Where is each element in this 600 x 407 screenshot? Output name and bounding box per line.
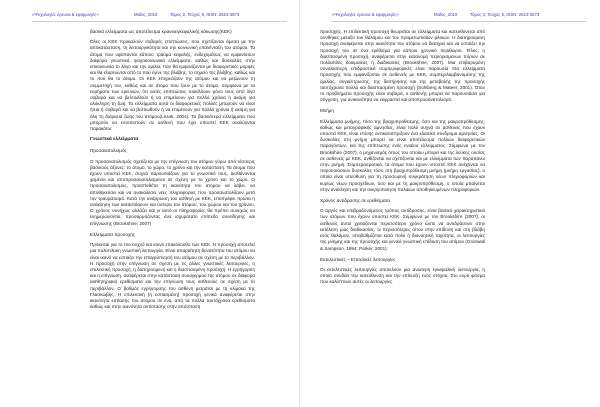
- subsection-heading: Χρόνος αντίδρασης σε ερεθίσματα: [320, 198, 391, 204]
- subsection-heading: Μνήμη: [320, 108, 334, 114]
- subsection-heading: Εκτελεστικές – Επιτελικές λειτουργίες: [320, 256, 396, 262]
- page-gutter: [299, 0, 300, 407]
- volume-issn: Τόμος 2, Τεύχος 5, ISSN: 2623-3673: [470, 12, 540, 17]
- paragraph: Ελλείμματα μνήμης, τόσο της βραχυπρόθεσμης, όσο και της μακροπρόθεσμης, καθώς και μεταγραφικής αμνησίας, είναι πολύ συχνά σε ασθενείς που έχουν υποστεί ΚΕΚ, είναι επίσης αντικατοπτρίζουν ένα κλασικό σύνδρομο αμνησίας. Οι δυσκολίες στη μνήμη μπορεί να είναι αποτέλεσμα πολλών διαφορετικών παραγόντων, και της επίπτωσης ενός ενιαίου ελλείμματος. Σύμφωνα με τον Brookshire (2007), ο μηχανισμός όπως του οποίου μπορεί και της λεύκης ουσίας σε ασθενείς με ΚΕΚ, ανθίζονται να σχετίζονται και με ελλείμματα των παραπάνω στην μνήμη. Συμπερασματικά, τα άτομα που έχουν υποστεί ΚΕΚ ανέχονται να παρουσιάσουν δυσκολίες τόσο στη βραχυπρόθεσμη μνήμη (μνήμη εργασίας), ο οποία είναι υπεύθυνη για τη προσωρινή συγκράτηση νέων πληροφοριών και κυρίως νέων προσχέδιων, όσο και με τη μακροπρόθεσμη, ο οποία μπαίνεται στην ανάκληση και την ανεργοποίηση παλαιών αποθηκευμένων πληροφοριών.: [320, 118, 485, 192]
- subsection-heading: Προσανατολισμός: [90, 148, 127, 154]
- left-text-column: [90, 29, 255, 314]
- journal-title: «Ψυχολογία: έρευνα & εφαρμογές»: [332, 12, 399, 17]
- journal-title: «Ψυχολογία: έρευνα & εφαρμογές»: [32, 12, 99, 17]
- volume-issn: Τόμος 2, Τεύχος 5, ISSN: 2623-3673: [170, 12, 240, 17]
- right-page: [310, 0, 590, 407]
- issue-month: Μαΐος, 2019: [134, 12, 158, 17]
- left-page: [10, 0, 290, 407]
- page-header: [10, 12, 290, 21]
- paragraph: βασικά ελλείμματα ως αποτέλεσμα κρανιοεγκεφαλικής κάκωσης(ΚΕΚ): [90, 29, 232, 34]
- section-heading: Γνωστικά ελλείμματα: [90, 137, 139, 143]
- right-text-column: [320, 29, 485, 290]
- paragraph: Οι εκτελεστικές λειτουργίες αποτελούν μια ανώτερη εγκεφαλική λειτουργία, η οποία συνδέει την κατεύθυνση και την επίτευξη ενός στόχου. Στο ευρύ φάσμα που καλύπτουν αυτές οι λειτουργίες: [320, 266, 485, 285]
- paragraph: Πρόκειται για το πιο συχνό και κοινό επακόλουθο των ΚΕΚ. Η προσοχή αποτελεί μια πολύπλοκη γνωστική λειτουργία. Είναι απαραίτητη δυνατότητα του ατόμου να είναι ικανό να εστιάζει την επαγρύπνησή του ατόμου σε σχέση με το περιβάλλον. Η προσοχή στην επίγνωση σε σχέση με τις άλλες γνωστικές λειτουργίες, η επιλεκτική προσοχή, η διατηρούμενη και η διασπασμένη προσοχή. Η εγρήγορση και η επίγνωση, αναφέρεται στην κατάσταση συναγερμού της ατόμου σε διάφορα αισθητηριακά ερεθίσματα και την επίγνωση τους ασθενούς σε σχέση με το περιβάλλον. Ο βαθμός εγρήγορσης του ασθενή μετράται με τη κλίμακα της Γλασκώβης. Η επιλεκτική (ή εστιασμένη) προσοχή γενικά αναφέρεται στην ικανότητα εστίασης του ατόμου σε ένα, από τα πολλά ταυτόχρονα ερεθίσματα καθώς και στην ικανότητα αντίστασης στην απόσπαση: [90, 242, 255, 310]
- page-header: [310, 12, 590, 21]
- header-rule: [32, 21, 287, 22]
- issue-month: Μαΐος, 2019: [434, 12, 458, 17]
- paragraph: Ο αργός και επιβραδυνόμενος τρόπος αντίδρασης, είναι βασικό χαρακτηριστικό των ατόμων που έχουν υποστεί ΚΕΚ. Σύμφωνα με τον Brookshire (2007), οι ασθενείς αυτοί χρειάζονται περισσότερο χρόνο ώστε να αντιδράσουν στην εκτέλεση μιας διαδικασίας, οι περισσότερες όπου στην επίδοση και στη βλάβη ενός θαλάμου, υποβαθμίζεται κατά πολύ ή διανοητική ταχύτητα, οι λειτουργίες της μνήμης και της προσοχής και γενικά γνωστική επίδοση του ατόμου (Gronwall & Sampson, 1994; Parker, 2001).: [320, 208, 485, 251]
- paragraph: προσοχής. Η επιλεκτική προσοχή θεωρείται σε ελλείμματα και κατευθύνεται από συνθήκες μεταξύ του θαλάμου και τον προμετωπιαίων φλοιών. Η διατηρούμενη προσοχή αναφέρεται στην ικανότητα του ατόμου να διατηρεί και να εστιάζει την προσοχή του σε ένα ερέθισμα για κάποιο χρονικό περιθώριο. Τέλος, η διασπασμένη προσοχή, αναφέρεται στην κατανομή περιορισμένων πόρων σε πολλαπλές δοκιμασίες ή διαδικασίες (Brookshire, 2007). Μια επιβαρυμένη συνολικότερη επιδραστικά συμπεριφορικές είναι παρουσία στα ελλείμματα προσοχής που εμφανίζονται σε ασθενείς με ΚΕΚ, συμπεριλαμβανομένης της ομιλίας, συγκέντρωσης, της διατήρησης και της μεταβολής της προσοχής ταυτόχρονα πολλά και διασπασμένη προσοχή (Sohlberg & Mateer, 2001). Όταν το προβλήματα προσοχής είναι σοβαρά, ο ασθενής μπορεί να παρουσιάσει για σύγχυση, για ανικανότητα να εκφραστεί και αποπροσανατολισμό.: [320, 29, 485, 103]
- paragraph: Ο προσανατολισμός σχετίζεται με την επίγνωση του ατόμου γύρω από τέσσερις βασικούς άξονες: το άτομο, το χώρο, το χρόνο και την κατάσταση. Τα άτομα που έχουν υποστεί ΚΕΚ, συχνά παρουσιάζουν για το γνωστικό τους, αισθάνονται χαμένοι και αποπροσανατολισμένοι σε σχέση με το χρόνο και το χώρο. Ο προσανατολισμός, προϋποθέτει τη ικανότητα του ατόμου να λάβει, να αποθηκεύσει και να ανακαλέσει νέες πληροφορίες που προσανατολίζουν μετά τον τραυματισμό. Κατά την ανάρρωση του ασθενή με ΚΕΚ, επιστρέφει πρώτα η ανάκληση των καταστάσεων και ύστερα του ατόμου, του χώρου και του χρόνου. Ο χρόνος συνήχως αλλάζει και γι αυτό οι πληροφορίες θα πρέπει συνεχώς να ενημερώνονται, προσαρμόζοντας ένα ισχυρότατο επίπεδο συνείδησης και επίγνωσης (Brookshire, 2007): [90, 158, 255, 226]
- header-rule: [332, 21, 587, 22]
- subsection-heading: Ελλείμματα προσοχής: [90, 231, 136, 237]
- paragraph: Όλες οι ΚΕΚ προκαλούν σοβαρές επιπτώσεις, που σχετίζονται άμεσα με την αποκατάσταση, τη λειτουργικότητα και την κοινωνική επανένταξη του ατόμου. Τα άτομα που υφίστανται κάποιο τραύμα κεφαλής, ενδεχομένως να εμφανίσουν διάφορα γνωστικά, ψυχοκοινωνικά ελλείμματα, καθώς και δυσκολίες στην επικοινωνία το λόγο και την ομιλία, που θα εμφανίζονται με διαφορετικές μορφές και θα εξαρτώνται από το πού έγινε της βλάβης, το σημείο της βλάβης, καθώς και το πού θα το άτομο. Οι ΚΕΚ επηρεάζουν της ατόμου και να μειώνουν τη συμμετοχή του, καθώς και σε άτομα που ζουν με το άτομο, σύμφωνα με τα ευρήματα των ερευνών, ότι αυτές επιπτώσεις ποικίλλουν μόνο τους από λίγο σοβαρά και να βελτιωθούν ή να επιμείνουν για πολλά χρόνια ή ακόμη για ολόκληρη τη ζωή. Τα ελλείμματα αυτά οι διαφορετικές πολλές μπορούν να είναι ήπια ή σοβαρά και να βελτιωθούν ή να επιμένουν για πολλά χρόνια ή ακόμη για όλη τη διάρκεια ζωής του ατόμου(Lezak, 2004). Τα βασικότερα ελλείμματα που μπορούν να εντοπιστούν σε ασθενή που έχει υποστεί ΚΕΚ αναλύονται παρακάτω:: [90, 39, 255, 132]
